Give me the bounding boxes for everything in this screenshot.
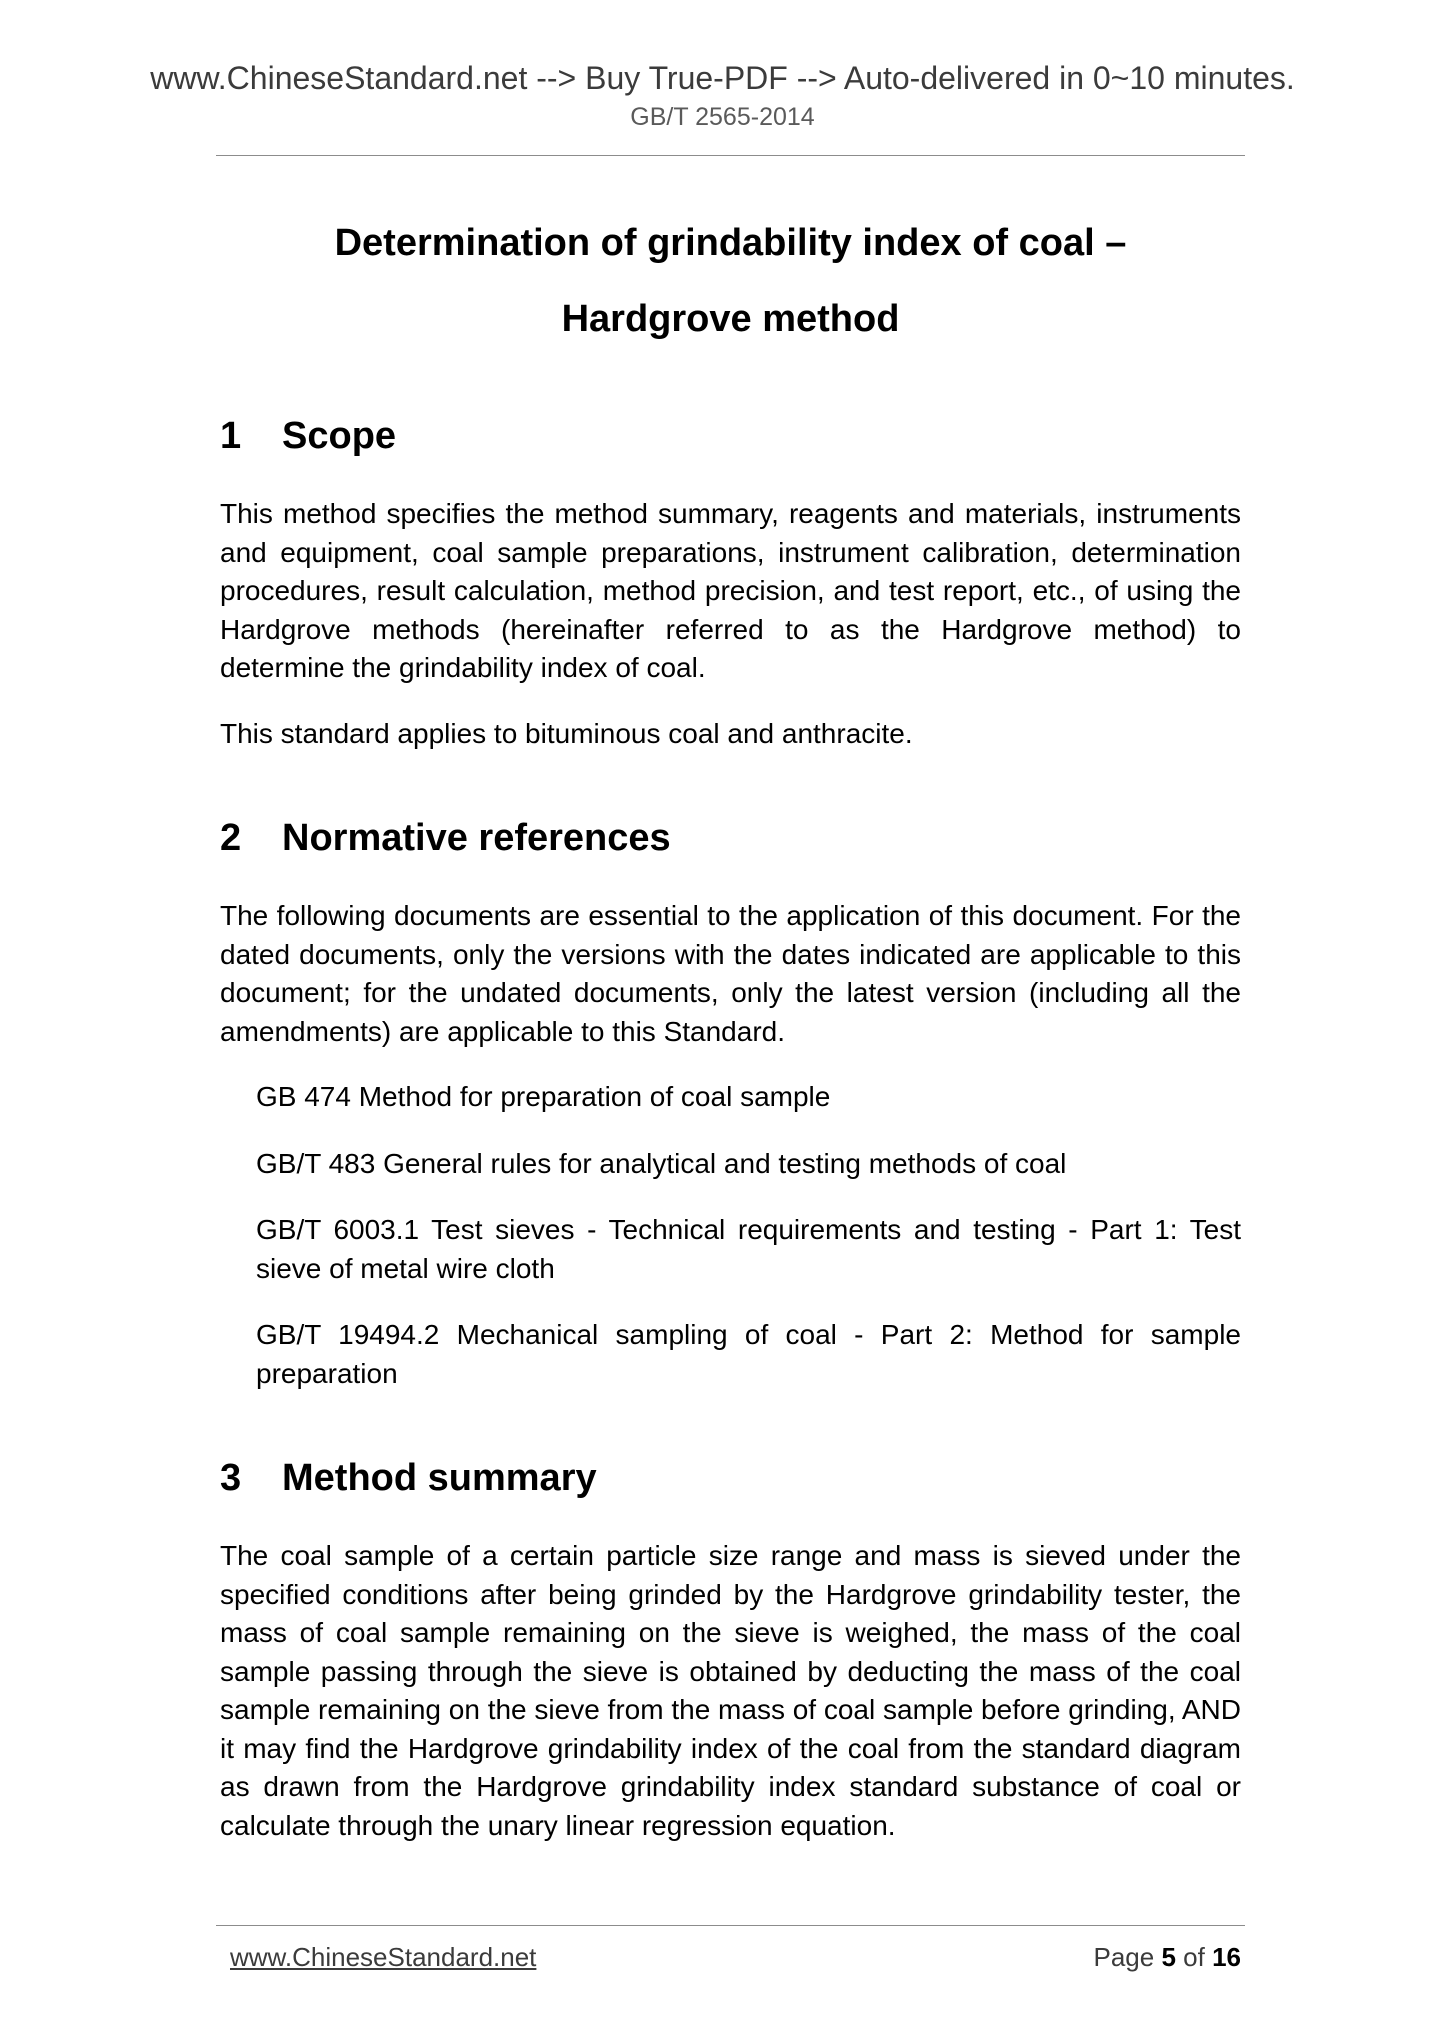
page-body [220,205,1241,1845]
section-heading-method-summary [220,1453,1241,1503]
scope-paragraph-1: This method specifies the method summary, reagents and materials, instruments and equipment, coal sample preparations, instrument calibration, determination procedures, result calculation, method precision, and test report, etc., of using the Hardgrove methods (hereinafter referred to as the Hardgrove method) to determine the grindability index of coal. [220,498,1241,683]
header-divider [216,155,1245,156]
method-summary-paragraph: The coal sample of a certain particle size range and mass is sieved under the specified conditions after being grinded by the Hardgrove grindability tester, the mass of coal sample remaining on the sieve is weighed, the mass of the coal sample passing through the sieve is obtained by deducting the mass of the coal sample remaining on the sieve from the mass of coal sample before grinding, AND it may find the Hardgrove grindability index of the coal from the standard diagram as drawn from the Hardgrove grindability index standard substance of coal or calculate through the unary linear regression equation. [220,1540,1241,1841]
section-number: 3 [220,1457,242,1499]
standard-code: GB/T 2565-2014 [630,103,815,131]
page-total: 16 [1212,1942,1241,1972]
reference-item: GB/T 6003.1 Test sieves - Technical requirements and testing - Part 1: Test sieve of metal wire cloth [256,1214,1241,1284]
scope-paragraph-2: This standard applies to bituminous coal and anthracite. [220,717,913,749]
header-banner: www.ChineseStandard.net --> Buy True-PDF --> Auto-delivered in 0~10 minutes. [150,60,1295,96]
section-title: Normative references [282,817,671,859]
reference-item: GB/T 19494.2 Mechanical sampling of coal - Part 2: Method for sample preparation [256,1319,1241,1389]
page-header [0,58,1445,134]
page-current: 5 [1161,1942,1176,1972]
section-heading-scope [220,411,1241,461]
section-heading-normative-references [220,813,1241,863]
page-word: Page [1093,1942,1155,1972]
section-number: 1 [220,415,242,457]
reference-item: GB 474 Method for preparation of coal sample [256,1081,831,1112]
section-title: Method summary [282,1457,597,1499]
page-number [1093,1940,1241,1974]
footer-divider [216,1925,1245,1926]
page-footer [230,1940,1241,1974]
document-title-line1: Determination of grindability index of coal – [334,222,1127,264]
reference-item: GB/T 483 General rules for analytical and testing methods of coal [256,1147,1067,1179]
document-title-line2: Hardgrove method [561,298,900,340]
section-number: 2 [220,817,242,859]
page-of: of [1183,1942,1205,1972]
footer-website-link[interactable]: www.ChineseStandard.net [230,1942,537,1972]
section-title: Scope [282,415,397,457]
normative-references-intro: The following documents are essential to the application of this document. For the dated documents, only the versions with the dates indicated are applicable to this document; for the undated documents, only the latest version (including all the amendments) are applicable to this Standard. [220,900,1241,1047]
